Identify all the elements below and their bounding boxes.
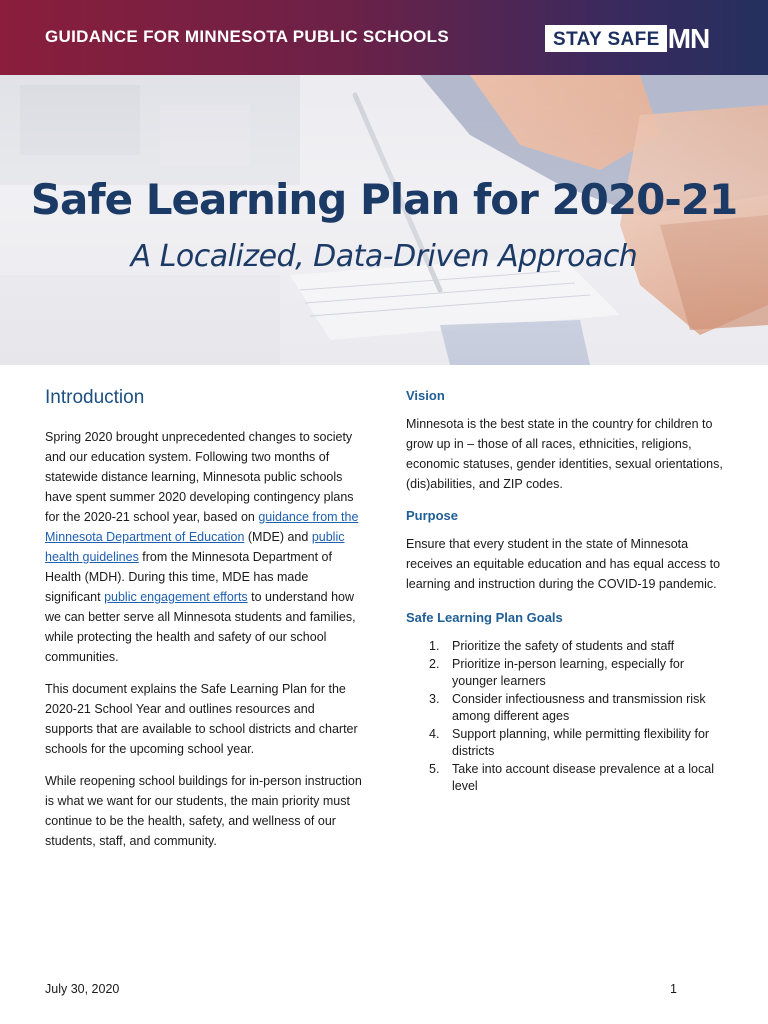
vision-heading: Vision (406, 388, 445, 403)
page-subtitle: A Localized, Data-Driven Approach (130, 239, 638, 274)
list-item (406, 638, 728, 656)
introduction-heading: Introduction (45, 387, 145, 408)
mde-guidance-link[interactable]: guidance from the Minnesota Department of Education (45, 510, 359, 544)
page-number: 1 (670, 982, 677, 996)
goal-number: 2. (429, 656, 440, 671)
footer-date: July 30, 2020 (45, 982, 120, 996)
goal-text: Prioritize the safety of students and staff (452, 639, 675, 653)
list-item (406, 761, 728, 796)
public-health-guidelines-link[interactable]: public health guidelines (45, 530, 345, 564)
header-title: GUIDANCE FOR MINNESOTA PUBLIC SCHOOLS (45, 27, 449, 46)
page-title: Safe Learning Plan for 2020-21 (30, 175, 738, 224)
goals-list (406, 638, 728, 796)
purpose-heading: Purpose (406, 508, 459, 523)
list-item (406, 691, 728, 726)
intro-text-d: to understand how we can better serve all Minnesota students and families, while protecting the health and safety of our school communities. (45, 590, 356, 664)
list-item (406, 656, 728, 691)
goal-text: Prioritize in-person learning, especially for younger learners (452, 656, 685, 688)
list-item (406, 726, 728, 761)
header-bar (0, 0, 768, 75)
introduction-paragraph-1 (45, 427, 365, 667)
goal-number: 5. (429, 761, 440, 776)
stay-safe-mn-logo (545, 25, 709, 52)
goal-text: Support planning, while permitting flexibility for districts (452, 726, 710, 758)
goal-number: 1. (429, 639, 440, 653)
logo-text-mn: MN (667, 23, 710, 54)
introduction-section (45, 386, 365, 863)
intro-text-b: (MDE) and (244, 530, 312, 544)
intro-text-c: from the Minnesota Department of Health (MDH). During this time, MDE has made significant (45, 550, 332, 604)
goal-number: 3. (429, 691, 440, 706)
public-engagement-link[interactable]: public engagement efforts (104, 590, 248, 604)
logo-text-stay-safe: STAY SAFE (545, 25, 667, 52)
vision-text: Minnesota is the best state in the country for children to grow up in – those of all races, ethnicities, religions, economic statuses, gender identities, sexual orientations, (dis)abilities, and ZIP codes. (406, 417, 723, 491)
vision-purpose-goals-section (406, 386, 728, 796)
intro-text-a: Spring 2020 brought unprecedented changes to society and our education system. Following two months of statewide distance learning, Minnesota public schools have spent summer 2020 developing contingency plans for the 2020-21 school year, based on (45, 430, 354, 524)
goal-text: Take into account disease prevalence at a local level (452, 761, 714, 793)
introduction-paragraph-2: This document explains the Safe Learning Plan for the 2020-21 School Year and outlines resources and supports that are available to school districts and charter schools for the upcoming school year. (45, 682, 358, 756)
introduction-paragraph-3: While reopening school buildings for in-person instruction is what we want for our students, the main priority must continue to be the health, safety, and wellness of our students, staff, and community. (45, 774, 362, 848)
goal-text: Consider infectiousness and transmission risk among different ages (452, 691, 706, 723)
goal-number: 4. (429, 726, 440, 741)
goals-heading: Safe Learning Plan Goals (406, 610, 563, 625)
purpose-text: Ensure that every student in the state of Minnesota receives an equitable education and has equal access to learning and instruction during the COVID-19 pandemic. (406, 537, 721, 591)
hero-banner (0, 75, 768, 365)
